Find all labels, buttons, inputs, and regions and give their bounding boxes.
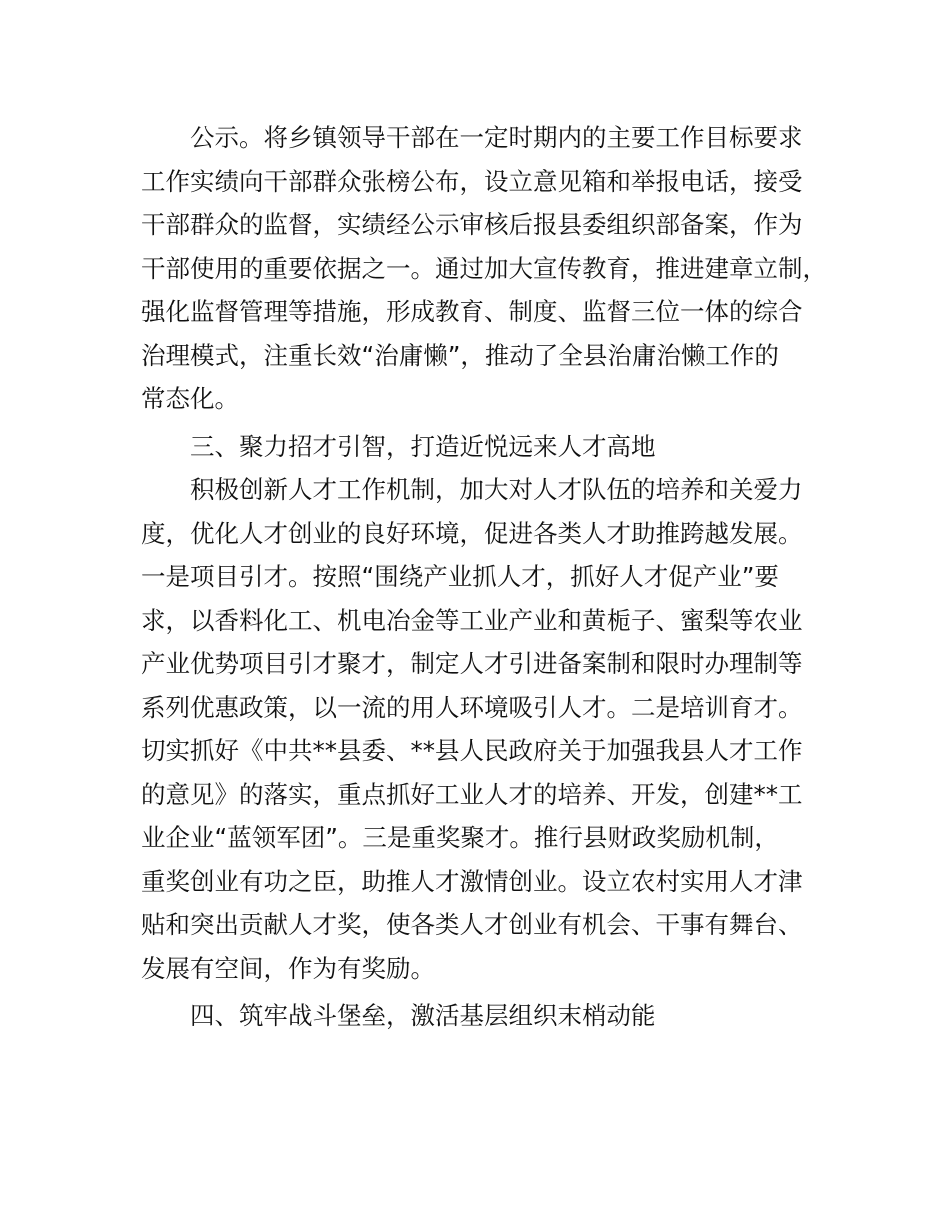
paragraph-line: 工作实绩向干部群众张榜公布，设立意见箱和举报电话，接受 bbox=[141, 166, 803, 196]
paragraph-line: 发展有空间，作为有奖励。 bbox=[141, 953, 435, 983]
paragraph-line: 业企业“蓝领军团”。三是重奖聚才。推行县财政奖励机制， bbox=[141, 823, 779, 852]
paragraph-line: 干部群众的监督，实绩经公示审核后报县委组织部备案，作为 bbox=[141, 210, 803, 239]
paragraph-line: 重奖创业有功之臣，助推人才激情创业。设立农村实用人才津 bbox=[141, 866, 803, 896]
paragraph-line: 公示。将乡镇领导干部在一定时期内的主要工作目标要求 bbox=[190, 123, 803, 152]
paragraph-line: 常态化。 bbox=[141, 384, 239, 413]
paragraph-line: 贴和突出贡献人才奖，使各类人才创业有机会、干事有舞台、 bbox=[141, 910, 803, 939]
paragraph-line: 切实抓好《中共**县委、**县人民政府关于加强我县人才工作 bbox=[141, 736, 803, 765]
paragraph-line: 的意见》的落实，重点抓好工业人才的培养、开发，创建**工 bbox=[141, 779, 803, 809]
paragraph-line: 系列优惠政策，以一流的用人环境吸引人才。二是培训育才。 bbox=[141, 692, 803, 722]
section-heading: 三、聚力招才引智，打造近悦远来人才高地 bbox=[190, 431, 656, 461]
paragraph-line: 度，优化人才创业的良好环境，促进各类人才助推跨越发展。 bbox=[141, 518, 803, 548]
paragraph-line: 一是项目引才。按照“围绕产业抓人才，抓好人才促产业”要 bbox=[141, 562, 779, 591]
body-text bbox=[141, 116, 841, 1038]
paragraph-line: 积极创新人才工作机制，加大对人才队伍的培养和关爱力 bbox=[190, 475, 803, 504]
paragraph-line: 干部使用的重要依据之一。通过加大宣传教育，推进建章立制， bbox=[141, 253, 827, 283]
paragraph-line: 治理模式，注重长效“治庸懒”，推动了全县治庸治懒工作的 bbox=[141, 340, 779, 370]
paragraph-line: 产业优势项目引才聚才，制定人才引进备案制和限时办理制等 bbox=[141, 649, 803, 678]
paragraph-line: 强化监督管理等措施，形成教育、制度、监督三位一体的综合 bbox=[141, 297, 803, 326]
paragraph-line: 求，以香料化工、机电冶金等工业产业和黄栀子、蜜梨等农业 bbox=[141, 605, 803, 635]
section-heading: 四、筑牢战斗堡垒，激活基层组织末梢动能 bbox=[190, 1001, 656, 1030]
